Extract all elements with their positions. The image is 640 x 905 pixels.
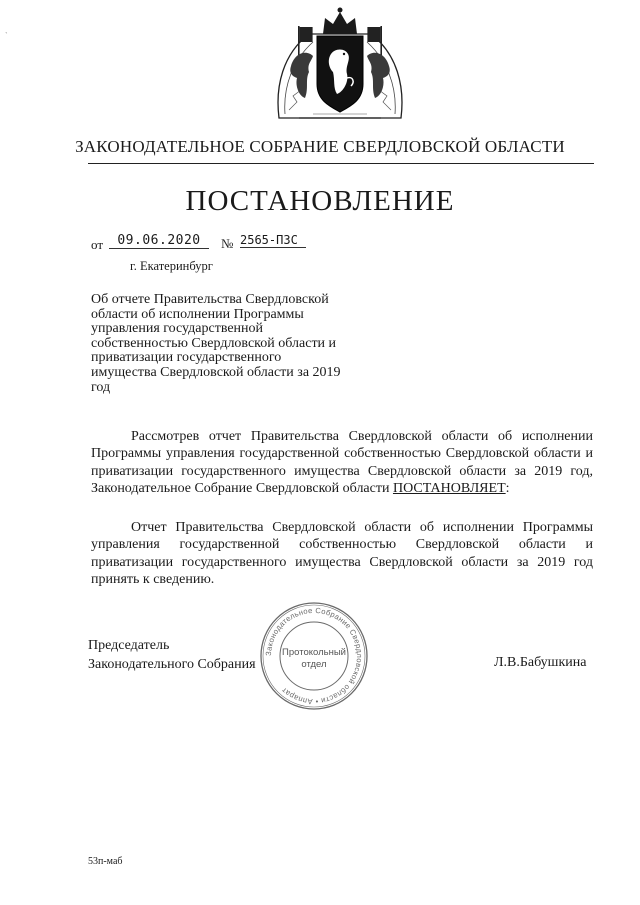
- document-subject: Об отчете Правительства Свердловской области об исполнении Программы управления государственной собственностью Свердловской области и приватизации государственного имущества Свердловской области за 2019 год: [91, 292, 341, 395]
- official-stamp: [258, 600, 370, 712]
- document-date: 09.06.2020: [109, 233, 209, 249]
- preamble-text: Рассмотрев отчет Правительства Свердловской области об исполнении Программы управления государственной собственностью Свердловской области и приватизации государственного имущества Свердловской области за 2019 год, Законодательное Собрание Свердловской области: [91, 429, 593, 496]
- stamp-center-line-1: Протокольный: [282, 647, 346, 658]
- resolution-paragraph: Отчет Правительства Свердловской области об исполнении Программы управления государственной собственностью Свердловской области и приватизации государственного имущества Свердловской области за 2019 год принять к сведению.: [91, 520, 593, 587]
- signatory-title-line-2: Законодательного Собрания: [88, 656, 256, 672]
- decree-word: ПОСТАНОВЛЯЕТ: [392, 480, 506, 496]
- signatory-name: Л.В.Бабушкина: [494, 655, 587, 670]
- preamble-paragraph: [91, 428, 593, 497]
- date-prefix-label: от: [91, 237, 104, 252]
- sverdlovsk-coat-of-arms-icon: [265, 6, 415, 126]
- header-divider: [88, 163, 594, 164]
- scan-mark: `: [5, 31, 8, 40]
- document-number: 2565-ПЗС: [240, 233, 306, 248]
- signatory-title-line-1: Председатель: [88, 638, 170, 653]
- stamp-center-line-2: отдел: [301, 659, 327, 670]
- city-line: г. Екатеринбург: [130, 259, 213, 273]
- number-prefix-label: №: [221, 236, 234, 251]
- signatory-title: [88, 637, 256, 674]
- decree-colon: :: [505, 480, 510, 496]
- assembly-name: ЗАКОНОДАТЕЛЬНОЕ СОБРАНИЕ СВЕРДЛОВСКОЙ ОБЛАСТИ: [75, 137, 565, 156]
- document-type-title: ПОСТАНОВЛЕНИЕ: [185, 185, 455, 217]
- document-code: 53п-маб: [88, 856, 123, 867]
- stamp-ring-text: Законодательное Собрание Свердловской области • Аппарат: [263, 605, 365, 707]
